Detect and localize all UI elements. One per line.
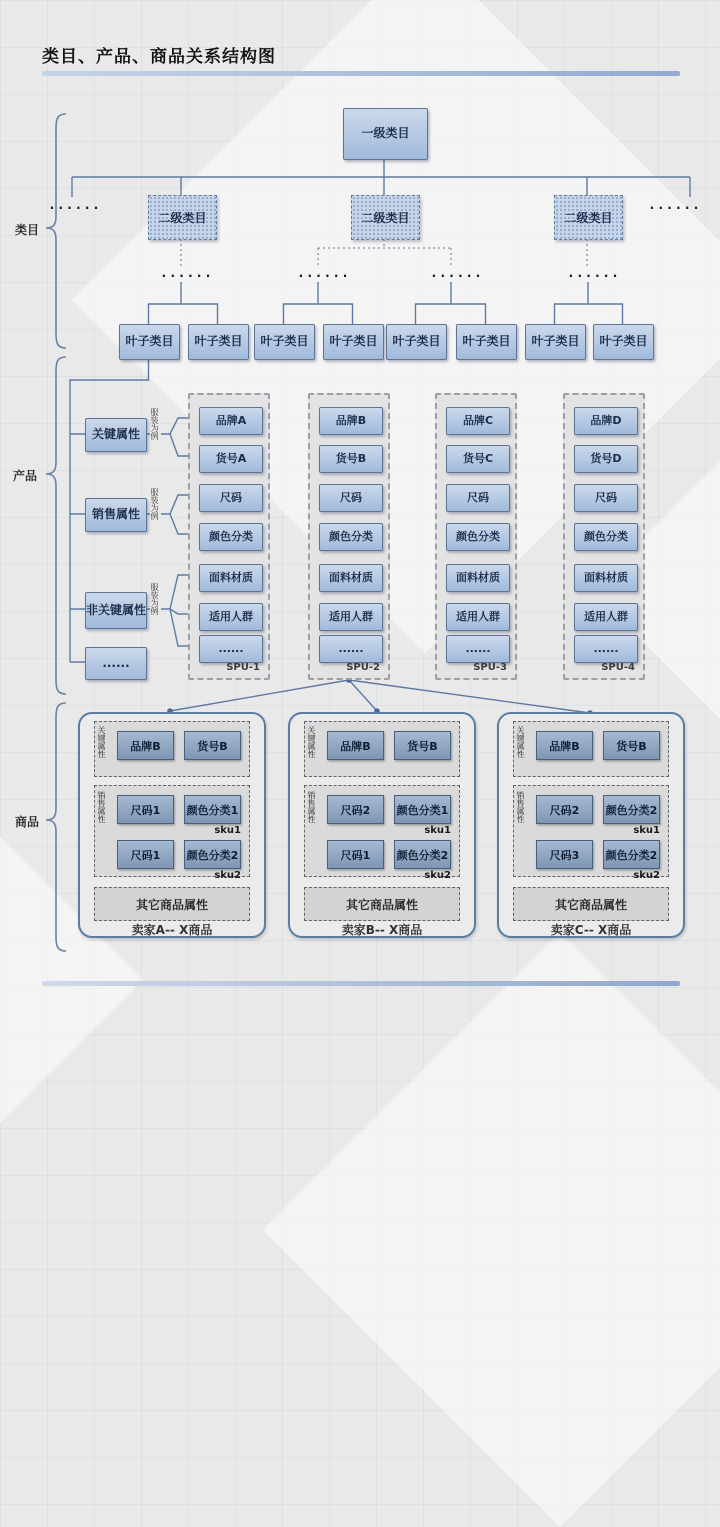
sales-attr-label: 销售属性	[307, 791, 316, 823]
spu-item: 货号A	[199, 445, 263, 473]
seller-label: 卖家B-- X商品	[341, 923, 423, 937]
size-box: 尺码1	[327, 840, 384, 869]
ellipsis-left: ......	[48, 198, 101, 213]
other-attrs-box: 其它商品属性	[304, 887, 460, 921]
seller-label: 卖家C-- X商品	[550, 923, 632, 937]
ellipsis-sub: ......	[567, 266, 620, 281]
sku-label: sku1	[633, 825, 660, 836]
color-box: 颜色分类2	[184, 840, 241, 869]
spu-name: SPU-1	[226, 662, 260, 673]
spu-column-2	[308, 393, 390, 680]
brand-box: 品牌B	[117, 731, 174, 760]
spu-item: 面料材质	[574, 564, 638, 592]
seller-label: 卖家A-- X商品	[131, 923, 213, 937]
footer-rule	[42, 981, 680, 986]
seller-card-a	[78, 712, 266, 938]
spu-item: ......	[574, 635, 638, 663]
spu-item: 尺码	[319, 484, 383, 512]
watermark-diamond-bottom	[263, 933, 720, 1527]
attr-ellipsis: ......	[85, 647, 147, 680]
node-leaf-category: 叶子类目	[593, 324, 654, 360]
node-leaf-category: 叶子类目	[525, 324, 586, 360]
attr-note-sales: 服装为例	[150, 488, 159, 520]
other-attrs-box: 其它商品属性	[94, 887, 250, 921]
code-box: 货号B	[603, 731, 660, 760]
spu-column-3	[435, 393, 517, 680]
ellipsis-right: ......	[648, 198, 701, 213]
spu-item: 货号B	[319, 445, 383, 473]
spu-item: 适用人群	[446, 603, 510, 631]
title-underline	[42, 71, 680, 76]
size-box: 尺码2	[536, 795, 593, 824]
spu-item: 面料材质	[319, 564, 383, 592]
spu-column-1	[188, 393, 270, 680]
spu-item: ......	[319, 635, 383, 663]
sales-attr-label: 销售属性	[97, 791, 106, 823]
spu-item: 尺码	[199, 484, 263, 512]
spu-column-4	[563, 393, 645, 680]
spu-item: 颜色分类	[446, 523, 510, 551]
key-attr-label: 关键属性	[97, 726, 106, 758]
spu-item: ......	[446, 635, 510, 663]
key-attr-label: 关键属性	[516, 726, 525, 758]
node-leaf-category: 叶子类目	[188, 324, 249, 360]
seller-card-b	[288, 712, 476, 938]
spu-item: 品牌C	[446, 407, 510, 435]
spu-item: 品牌B	[319, 407, 383, 435]
spu-item: 颜色分类	[199, 523, 263, 551]
node-level1-category: 一级类目	[343, 108, 428, 160]
node-leaf-category: 叶子类目	[323, 324, 384, 360]
sku-label: sku1	[214, 825, 241, 836]
color-box: 颜色分类2	[603, 840, 660, 869]
node-leaf-category: 叶子类目	[254, 324, 315, 360]
color-box: 颜色分类1	[184, 795, 241, 824]
spu-name: SPU-4	[601, 662, 635, 673]
sku-label: sku1	[424, 825, 451, 836]
brand-box: 品牌B	[536, 731, 593, 760]
attr-note-key: 服装为例	[150, 408, 159, 440]
node-level2-category: 二级类目	[554, 195, 623, 240]
code-box: 货号B	[184, 731, 241, 760]
ellipsis-sub: ......	[430, 266, 483, 281]
spu-item: 面料材质	[446, 564, 510, 592]
attr-note-nonkey: 服装为例	[150, 583, 159, 615]
brand-box: 品牌B	[327, 731, 384, 760]
spu-item: 尺码	[574, 484, 638, 512]
spu-item: 颜色分类	[574, 523, 638, 551]
spu-item: 货号C	[446, 445, 510, 473]
spu-item: 货号D	[574, 445, 638, 473]
code-box: 货号B	[394, 731, 451, 760]
size-box: 尺码2	[327, 795, 384, 824]
key-attr-label: 关键属性	[307, 726, 316, 758]
spu-item: 品牌D	[574, 407, 638, 435]
spu-name: SPU-2	[346, 662, 380, 673]
spu-item: 颜色分类	[319, 523, 383, 551]
spu-item: 面料材质	[199, 564, 263, 592]
section-label-category: 类目	[15, 223, 40, 237]
node-level2-category: 二级类目	[148, 195, 217, 240]
node-leaf-category: 叶子类目	[456, 324, 517, 360]
attr-nonkey: 非关键属性	[85, 592, 147, 629]
page-title: 类目、产品、商品关系结构图	[42, 47, 276, 67]
color-box: 颜色分类2	[394, 840, 451, 869]
seller-card-c	[497, 712, 685, 938]
sku-label: sku2	[424, 870, 451, 881]
spu-item: 尺码	[446, 484, 510, 512]
section-label-product: 产品	[13, 469, 38, 483]
size-box: 尺码3	[536, 840, 593, 869]
other-attrs-box: 其它商品属性	[513, 887, 669, 921]
node-leaf-category: 叶子类目	[119, 324, 180, 360]
attr-key: 关键属性	[85, 418, 147, 452]
attr-sales: 销售属性	[85, 498, 147, 532]
spu-item: 适用人群	[319, 603, 383, 631]
sku-label: sku2	[214, 870, 241, 881]
node-level2-category: 二级类目	[351, 195, 420, 240]
spu-item: 适用人群	[199, 603, 263, 631]
color-box: 颜色分类1	[394, 795, 451, 824]
size-box: 尺码1	[117, 795, 174, 824]
spu-item: ......	[199, 635, 263, 663]
section-label-goods: 商品	[15, 815, 40, 829]
size-box: 尺码1	[117, 840, 174, 869]
spu-item: 品牌A	[199, 407, 263, 435]
ellipsis-sub: ......	[297, 266, 350, 281]
node-leaf-category: 叶子类目	[386, 324, 447, 360]
ellipsis-sub: ......	[160, 266, 213, 281]
sku-label: sku2	[633, 870, 660, 881]
spu-name: SPU-3	[473, 662, 507, 673]
spu-item: 适用人群	[574, 603, 638, 631]
color-box: 颜色分类2	[603, 795, 660, 824]
sales-attr-label: 销售属性	[516, 791, 525, 823]
